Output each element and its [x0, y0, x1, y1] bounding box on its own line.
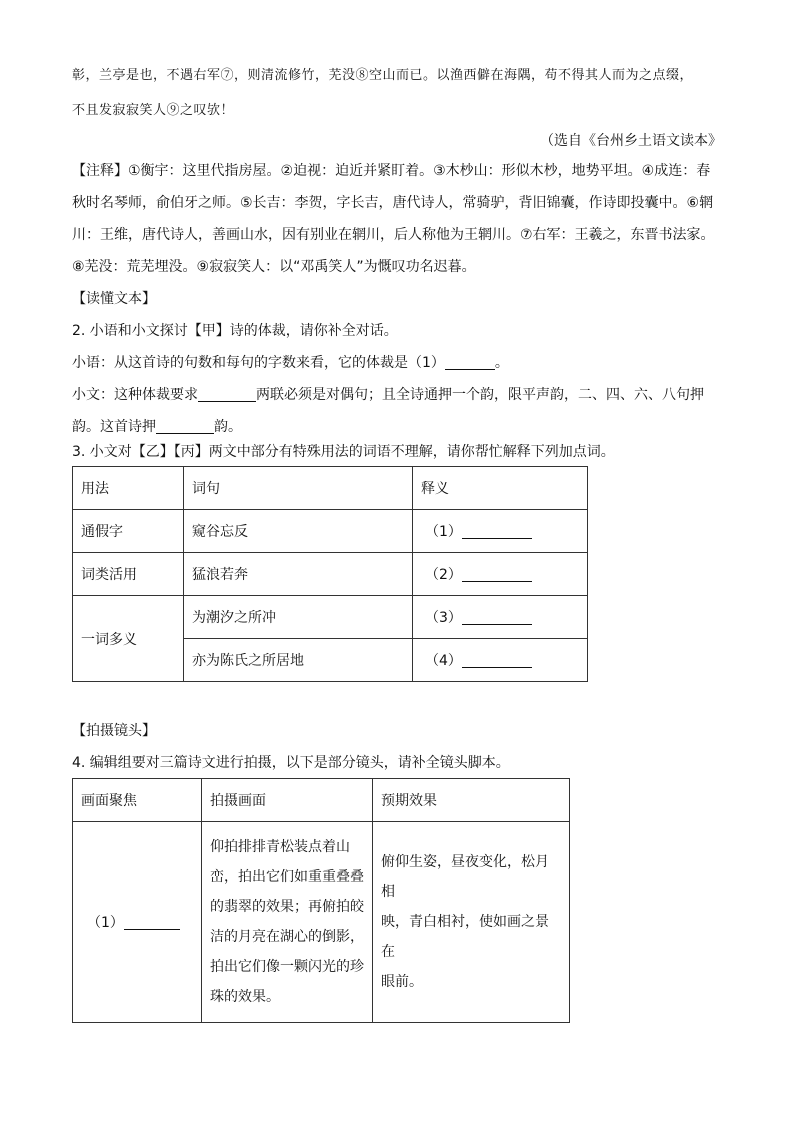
blank-label: （1） [87, 915, 124, 931]
effect-cell [373, 822, 570, 1023]
table-header-cell: 释义 [413, 467, 588, 510]
table-row [73, 822, 570, 1023]
effect-line: 映，青白相衬，使如画之景在 [381, 914, 549, 960]
table-header-row [73, 779, 570, 822]
answer-cell [413, 596, 588, 639]
focus-cell [73, 822, 202, 1023]
q3-table [72, 466, 588, 682]
usage-cell: 词类活用 [73, 553, 184, 596]
answer-cell [413, 639, 588, 682]
notes-line-4: ⑧芜没：荒芜埋没。⑨寂寂笑人：以“邓禹笑人”为慨叹功名迟暮。 [72, 259, 476, 275]
section-shoot-heading: 【拍摄镜头】 [72, 723, 156, 739]
table-row [73, 596, 588, 639]
poem-tail-line-1: 彰，兰亭是也，不遇右军⑦，则清流修竹，芜没⑧空山而已。以渔西僻在海隅，苟不得其人而为之点缀， [72, 68, 694, 83]
answer-blank[interactable] [198, 387, 256, 402]
phrase-cell: 窥谷忘反 [184, 510, 413, 553]
q2-line-1 [72, 353, 722, 373]
usage-cell: 通假字 [73, 510, 184, 553]
answer-blank[interactable] [462, 524, 532, 539]
notes-line-3: 川：王维，唐代诗人，善画山水，因有别业在辋川，后人称他为王辋川。⑦右军：王羲之，东晋书法家。 [72, 227, 715, 243]
q2-line-2 [72, 385, 722, 405]
source-citation: （选自《台州乡土语文读本》 [540, 133, 722, 149]
answer-blank[interactable] [445, 355, 495, 370]
blank-label: （4） [425, 653, 462, 669]
picture-line: 峦，拍出它们如重重叠叠 [210, 869, 364, 885]
table-header-cell: 画面聚焦 [73, 779, 202, 822]
q2-line-3-pre: 韵。这首诗押 [72, 419, 156, 435]
effect-line: 俯仰生姿，昼夜变化，松月相 [381, 854, 549, 900]
q2-line-1-pre: 小语：从这首诗的句数和每句的字数来看，它的体裁是（1） [72, 355, 445, 371]
picture-line: 仰拍排排青松装点着山 [210, 839, 350, 855]
phrase-cell: 猛浪若奔 [184, 553, 413, 596]
picture-line: 拍出它们像一颗闪光的珍 [210, 959, 364, 975]
q4-table [72, 778, 570, 1023]
notes-line-1: 【注释】①衡宇：这里代指房屋。②迫视：迫近并紧盯着。③木杪山：形似木杪，地势平坦。④成连：春 [72, 163, 711, 179]
table-header-cell: 预期效果 [373, 779, 570, 822]
picture-line: 珠的效果。 [210, 989, 280, 1005]
answer-blank[interactable] [462, 653, 532, 668]
q2-line-3-post: 韵。 [214, 419, 242, 435]
phrase-cell: 为潮汐之所冲 [184, 596, 413, 639]
picture-line: 洁的月亮在湖心的倒影， [210, 929, 364, 945]
answer-blank[interactable] [124, 915, 180, 930]
table-header-row [73, 467, 588, 510]
answer-cell [413, 553, 588, 596]
notes-line-2: 秋时名琴师，俞伯牙之师。⑤长吉：李贺，字长吉，唐代诗人，常骑驴，背旧锦囊，作诗即投囊中。⑥辋 [72, 195, 714, 211]
table-header-cell: 拍摄画面 [202, 779, 373, 822]
phrase-cell: 亦为陈氏之所居地 [184, 639, 413, 682]
blank-label: （1） [425, 524, 462, 540]
answer-blank[interactable] [462, 567, 532, 582]
q4-title: 4. 编辑组要对三篇诗文进行拍摄，以下是部分镜头，请补全镜头脚本。 [72, 755, 510, 771]
q2-line-2-pre: 小文：这种体裁要求 [72, 387, 198, 403]
section-read-heading: 【读懂文本】 [72, 291, 156, 307]
answer-blank[interactable] [156, 419, 214, 434]
answer-blank[interactable] [462, 610, 532, 625]
table-row [73, 553, 588, 596]
poem-tail-line-2: 不且发寂寂笑人⑨之叹欤！ [72, 103, 235, 118]
q3-title: 3. 小文对【乙】【丙】两文中部分有特殊用法的词语不理解，请你帮忙解释下列加点词。 [72, 444, 615, 460]
table-header-cell: 用法 [73, 467, 184, 510]
picture-line: 的翡翠的效果；再俯拍皎 [210, 899, 364, 915]
blank-label: （3） [425, 610, 462, 626]
table-header-cell: 词句 [184, 467, 413, 510]
answer-cell [413, 510, 588, 553]
q2-title: 2. 小语和小文探讨【甲】诗的体裁，请你补全对话。 [72, 323, 398, 339]
effect-line: 眼前。 [381, 974, 423, 990]
q2-line-2-post: 两联必须是对偶句；且全诗通押一个韵，限平声韵，二、四、六、八句押 [256, 387, 704, 403]
usage-cell: 一词多义 [73, 596, 184, 682]
blank-label: （2） [425, 567, 462, 583]
q2-line-1-post: 。 [494, 355, 509, 371]
table-row [73, 510, 588, 553]
picture-cell [202, 822, 373, 1023]
q2-line-3 [72, 417, 722, 437]
